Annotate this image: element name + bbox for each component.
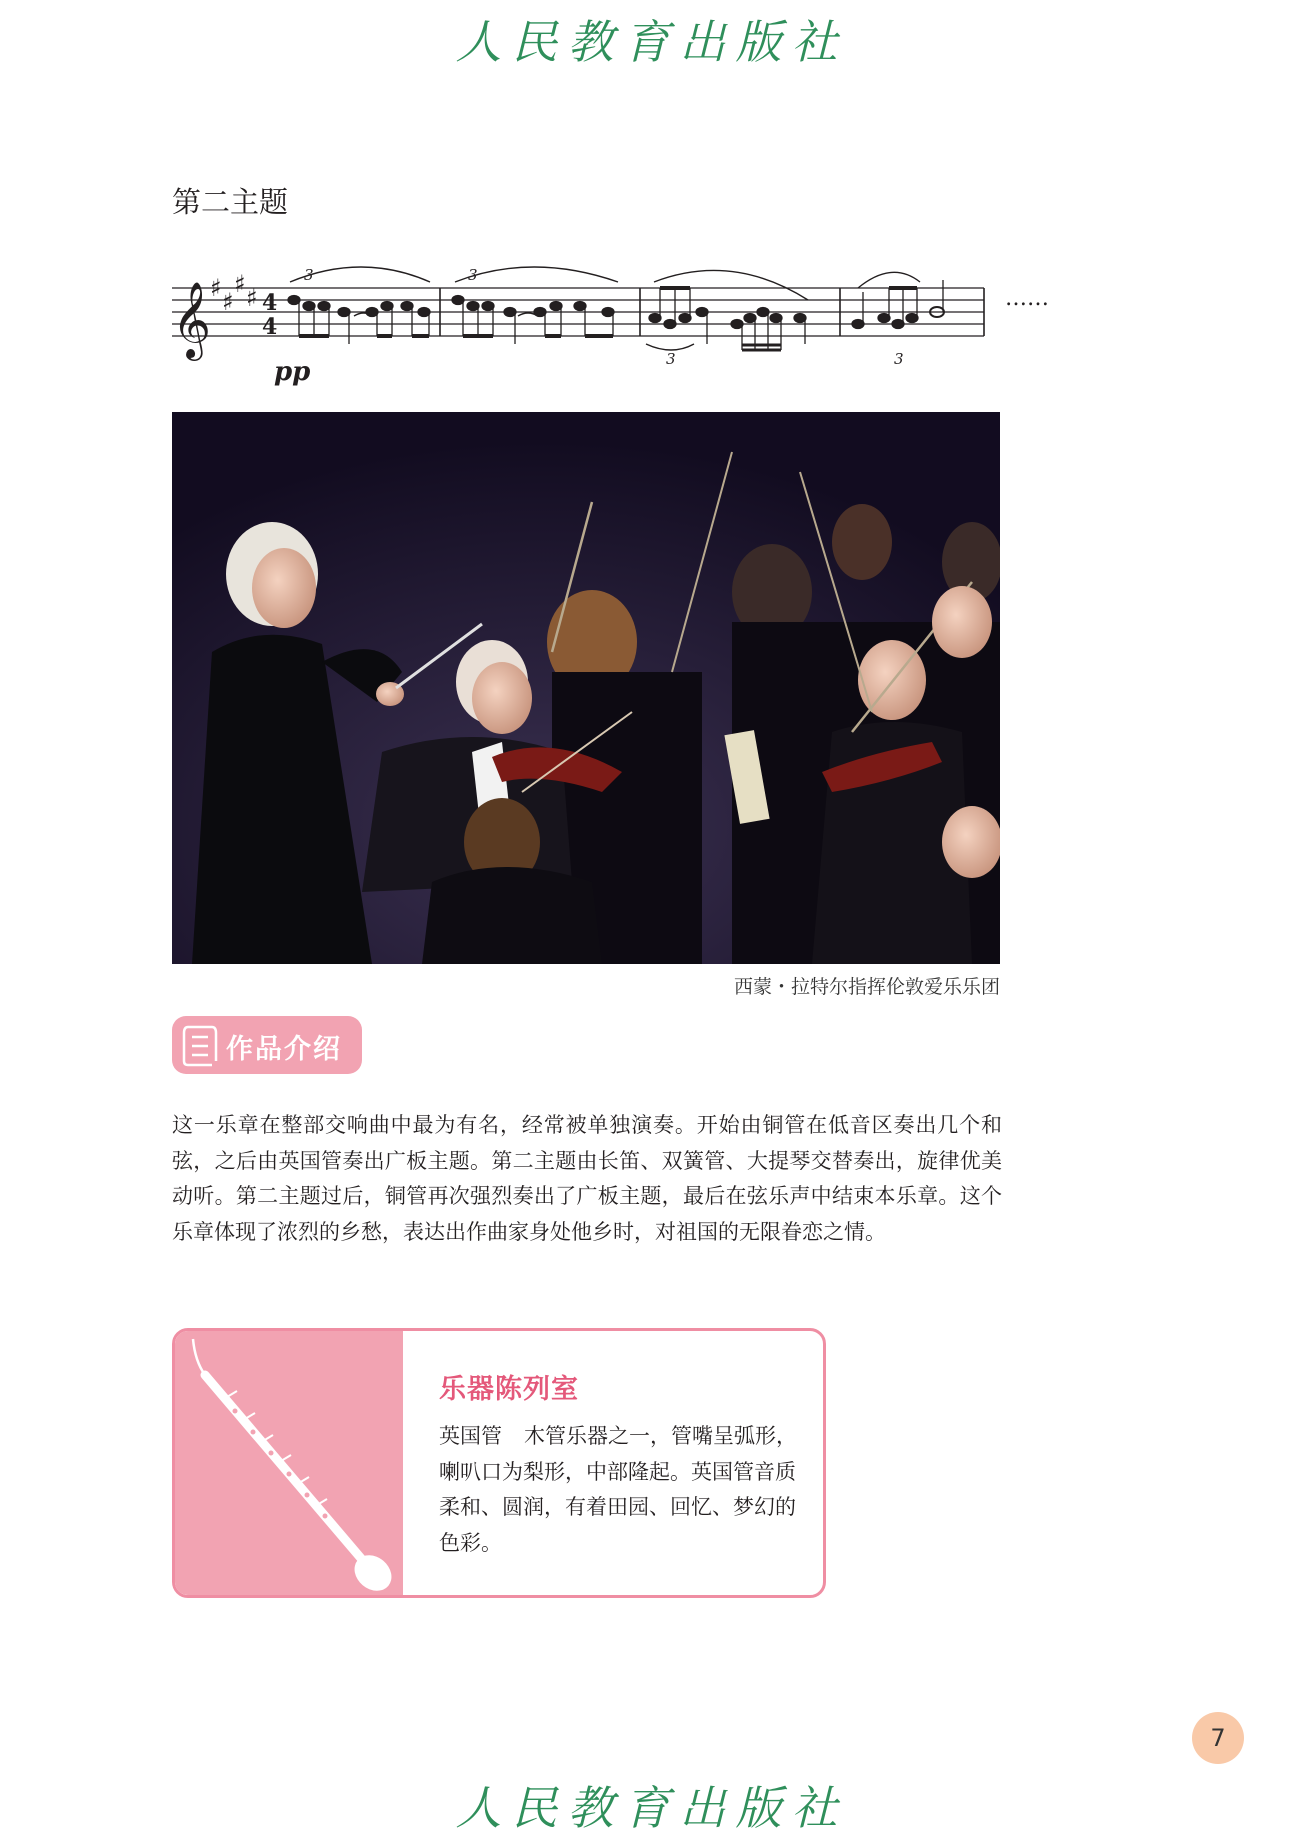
triplet-mark: 3 (304, 266, 314, 284)
triplet-mark: 3 (468, 266, 478, 284)
key-signature (210, 270, 258, 316)
instrument-room-box (172, 1328, 826, 1598)
svg-text:4: 4 (262, 290, 278, 316)
music-score (172, 252, 1002, 402)
svg-text:♯: ♯ (246, 284, 258, 312)
triplet-mark: 3 (666, 350, 676, 368)
instrument-illustration-panel (175, 1331, 403, 1595)
scroll-icon (178, 1021, 222, 1069)
intro-heading: 作品介绍 (226, 1034, 342, 1065)
instrument-room-title: 乐器陈列室 (439, 1374, 579, 1405)
section-title: 第二主题 (172, 185, 289, 219)
triplet-mark: 3 (894, 350, 904, 368)
instrument-description-block (439, 1419, 799, 1561)
english-horn-icon (175, 1331, 403, 1595)
svg-text:♯: ♯ (210, 274, 222, 302)
time-signature (262, 290, 277, 340)
treble-clef: 𝄞 (172, 281, 212, 358)
notes (288, 280, 944, 350)
publisher-watermark-bottom: 人民教育出版社 (455, 1781, 848, 1835)
triplet-marks (304, 266, 904, 368)
instrument-term: 英国管 (439, 1424, 502, 1448)
page-number-badge: 7 (1192, 1712, 1244, 1764)
intro-header (172, 1016, 362, 1074)
publisher-watermark-top: 人民教育出版社 (455, 15, 848, 69)
dynamic-marking: pp (274, 357, 311, 387)
svg-text:♯: ♯ (222, 288, 234, 316)
orchestra-photo (172, 412, 1000, 964)
intro-paragraph: 这一乐章在整部交响曲中最为有名，经常被单独演奏。开始由铜管在低音区奏出几个和弦，之后由英国管奏出广板主题。第二主题由长笛、双簧管、大提琴交替奏出，旋律优美动听。第二主题过后，铜管再次强烈奏出了广板主题，最后在弦乐声中结束本乐章。这个乐章体现了浓烈的乡愁，表达出作曲家身处他乡时，对祖国的无限眷恋之情。 (172, 1113, 1002, 1244)
svg-text:4: 4 (262, 314, 278, 340)
instrument-description: 木管乐器之一，管嘴呈弧形，喇叭口为梨形，中部隆起。英国管音质柔和、圆润，有着田园、回忆、梦幻的色彩。 (439, 1424, 797, 1555)
score-continuation: …… (1005, 286, 1049, 311)
photo-caption: 西蒙・拉特尔指挥伦敦爱乐乐团 (733, 976, 1000, 998)
svg-text:♯: ♯ (234, 270, 246, 298)
